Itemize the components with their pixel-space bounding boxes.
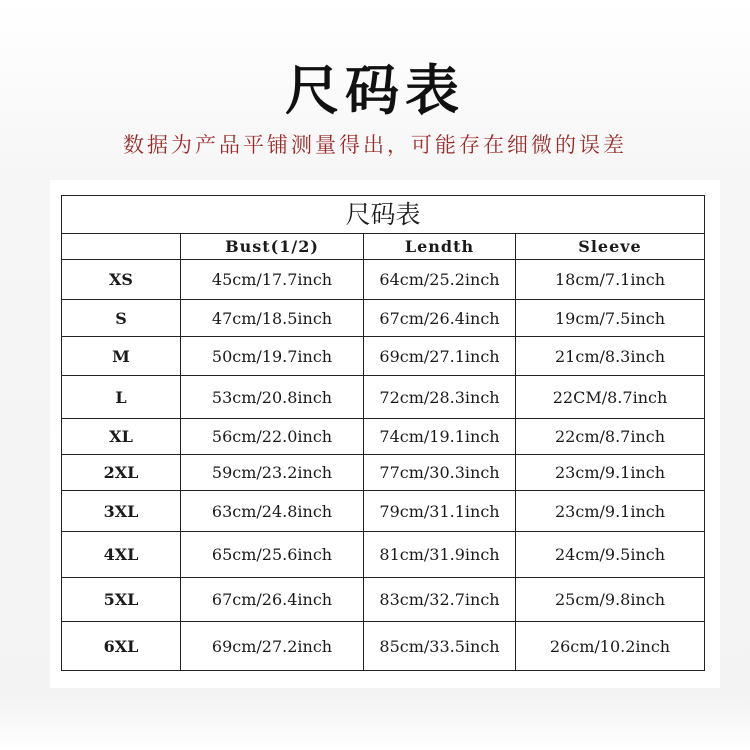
bust-value: 47cm/18.5inch (181, 300, 364, 337)
length-value: 83cm/32.7inch (364, 578, 516, 622)
page-title: 尺码表 (285, 58, 465, 122)
length-value: 72cm/28.3inch (364, 376, 516, 419)
table-row (62, 491, 705, 532)
header-sleeve: Sleeve (516, 234, 705, 260)
bust-value: 45cm/17.7inch (181, 260, 364, 300)
length-value: 77cm/30.3inch (364, 455, 516, 491)
table-caption: 尺码表 (62, 196, 705, 234)
bust-value: 67cm/26.4inch (181, 578, 364, 622)
bust-value: 50cm/19.7inch (181, 337, 364, 376)
size-label: L (62, 376, 181, 419)
size-label: 2XL (62, 455, 181, 491)
table-row (62, 532, 705, 578)
length-value: 74cm/19.1inch (364, 419, 516, 455)
size-label: 4XL (62, 532, 181, 578)
size-label: 6XL (62, 622, 181, 671)
bust-value: 65cm/25.6inch (181, 532, 364, 578)
size-label: S (62, 300, 181, 337)
bust-value: 63cm/24.8inch (181, 491, 364, 532)
header-length: Lendth (364, 234, 516, 260)
table-caption-row (62, 196, 705, 234)
sleeve-value: 21cm/8.3inch (516, 337, 705, 376)
size-label: M (62, 337, 181, 376)
length-value: 79cm/31.1inch (364, 491, 516, 532)
sleeve-value: 26cm/10.2inch (516, 622, 705, 671)
bust-value: 56cm/22.0inch (181, 419, 364, 455)
measurement-note: 数据为产品平铺测量得出，可能存在细微的误差 (123, 133, 627, 157)
sleeve-value: 23cm/9.1inch (516, 491, 705, 532)
sleeve-value: 19cm/7.5inch (516, 300, 705, 337)
length-value: 81cm/31.9inch (364, 532, 516, 578)
sleeve-value: 18cm/7.1inch (516, 260, 705, 300)
table-row (62, 337, 705, 376)
length-value: 64cm/25.2inch (364, 260, 516, 300)
size-label: XL (62, 419, 181, 455)
table-row (62, 300, 705, 337)
header-size (62, 234, 181, 260)
table-row (62, 455, 705, 491)
table-row (62, 260, 705, 300)
size-label: 5XL (62, 578, 181, 622)
table-row (62, 376, 705, 419)
table-row (62, 578, 705, 622)
sleeve-value: 22cm/8.7inch (516, 419, 705, 455)
sleeve-value: 23cm/9.1inch (516, 455, 705, 491)
length-value: 85cm/33.5inch (364, 622, 516, 671)
length-value: 67cm/26.4inch (364, 300, 516, 337)
length-value: 69cm/27.1inch (364, 337, 516, 376)
size-label: 3XL (62, 491, 181, 532)
table-row (62, 419, 705, 455)
sleeve-value: 24cm/9.5inch (516, 532, 705, 578)
sleeve-value: 25cm/9.8inch (516, 578, 705, 622)
size-chart-table (61, 195, 705, 671)
header-bust: Bust(1/2) (181, 234, 364, 260)
size-label: XS (62, 260, 181, 300)
table-header-row (62, 234, 705, 260)
bust-value: 69cm/27.2inch (181, 622, 364, 671)
sleeve-value: 22CM/8.7inch (516, 376, 705, 419)
table-row (62, 622, 705, 671)
bust-value: 53cm/20.8inch (181, 376, 364, 419)
bust-value: 59cm/23.2inch (181, 455, 364, 491)
